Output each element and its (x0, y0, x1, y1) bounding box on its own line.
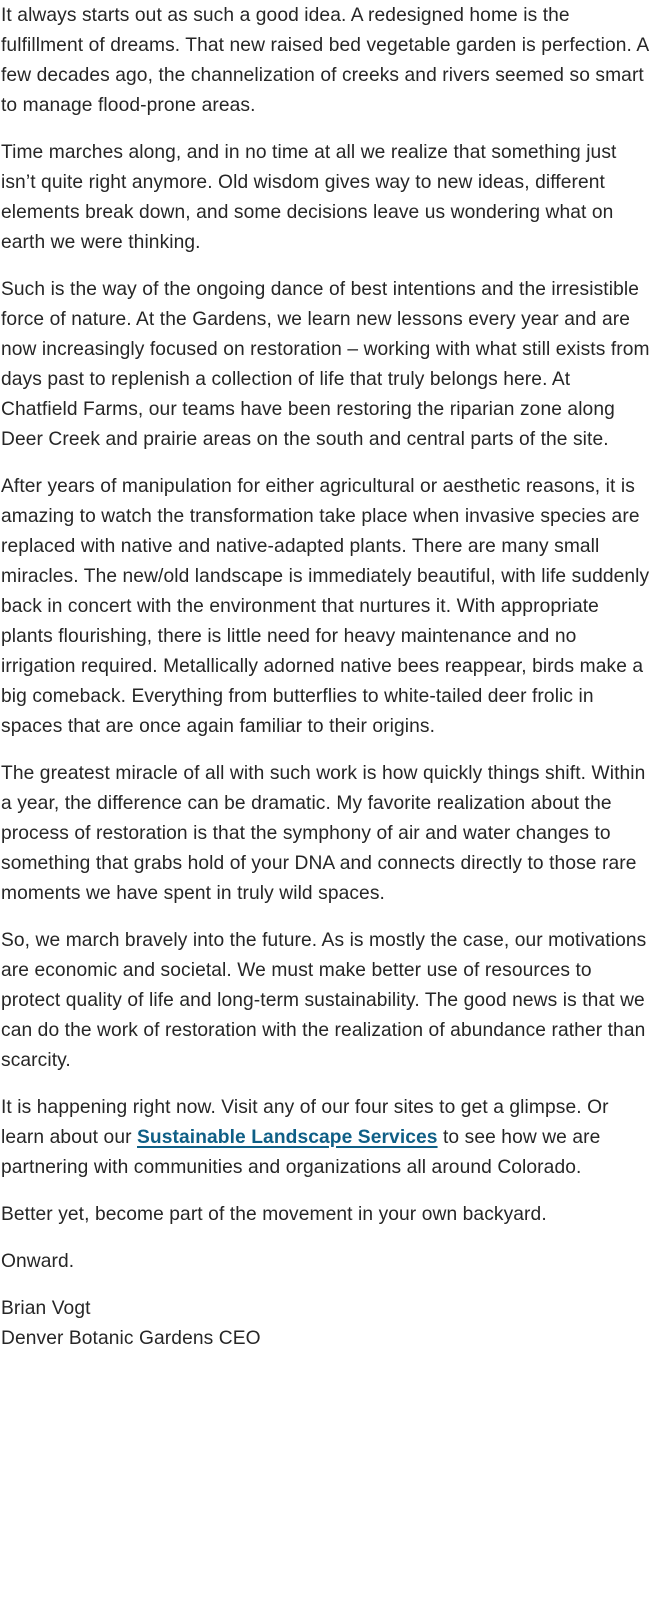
paragraph-future: So, we march bravely into the future. As is mostly the case, our motivations are economic and societal. We must make better use of resources to protect quality of life and long-term sustainability. The good news is that we can do the work of restoration with the realization of abundance rather than scarcity. (1, 930, 647, 1071)
paragraph-intro: It always starts out as such a good idea. A redesigned home is the fulfillment of dreams. That new raised bed vegetable garden is perfection. A few decades ago, the channelization of creeks and rivers seemed so smart to manage flood-prone areas. (1, 5, 649, 116)
paragraph-transformation: After years of manipulation for either agricultural or aesthetic reasons, it is amazing to watch the transformation take place when invasive species are replaced with native and native-adapted plants. There are many small miracles. The new/old landscape is immediately beautiful, with life suddenly back in concert with the environment that nurtures it. With appropriate plants flourishing, there is little need for heavy maintenance and no irrigation required. Metallically adorned native bees reappear, birds make a big comeback. Everything from butterflies to white-tailed deer frolic in spaces that are once again familiar to their origins. (1, 476, 650, 737)
paragraph-miracle: The greatest miracle of all with such work is how quickly things shift. Within a year, the difference can be dramatic. My favorite realization about the process of restoration is that the symphony of air and water changes to something that grabs hold of your DNA and connects directly to those rare moments we have spent in truly wild spaces. (1, 763, 646, 904)
paragraph-onward: Onward. (1, 1251, 75, 1272)
paragraph-backyard: Better yet, become part of the movement in your own backyard. (1, 1204, 547, 1225)
paragraph-happening-tail: to see how we are partnering with communities and organizations all around Colorado. (1, 1127, 601, 1178)
paragraph-time: Time marches along, and in no time at all we realize that something just isn’t quite right anymore. Old wisdom gives way to new ideas, different elements break down, and some decisions leave us wondering what on earth we were thinking. (1, 142, 617, 253)
article-body (0, 1, 651, 1354)
paragraph-happening-lead: It is happening right now. Visit any of our four sites to get a glimpse. Or learn about our (1, 1097, 609, 1148)
paragraph-restoration: Such is the way of the ongoing dance of best intentions and the irresistible force of nature. At the Gardens, we learn new lessons every year and are now increasingly focused on restoration – working with what still exists from days past to replenish a collection of life that truly belongs here. At Chatfield Farms, our teams have been restoring the riparian zone along Deer Creek and prairie areas on the south and central parts of the site. (1, 279, 650, 450)
sustainable-landscape-services-link[interactable]: Sustainable Landscape Services (137, 1127, 438, 1148)
signature-title: Denver Botanic Gardens CEO (1, 1328, 261, 1349)
signature (1, 1294, 651, 1354)
paragraph-happening (1, 1093, 651, 1183)
signature-name: Brian Vogt (1, 1298, 91, 1319)
